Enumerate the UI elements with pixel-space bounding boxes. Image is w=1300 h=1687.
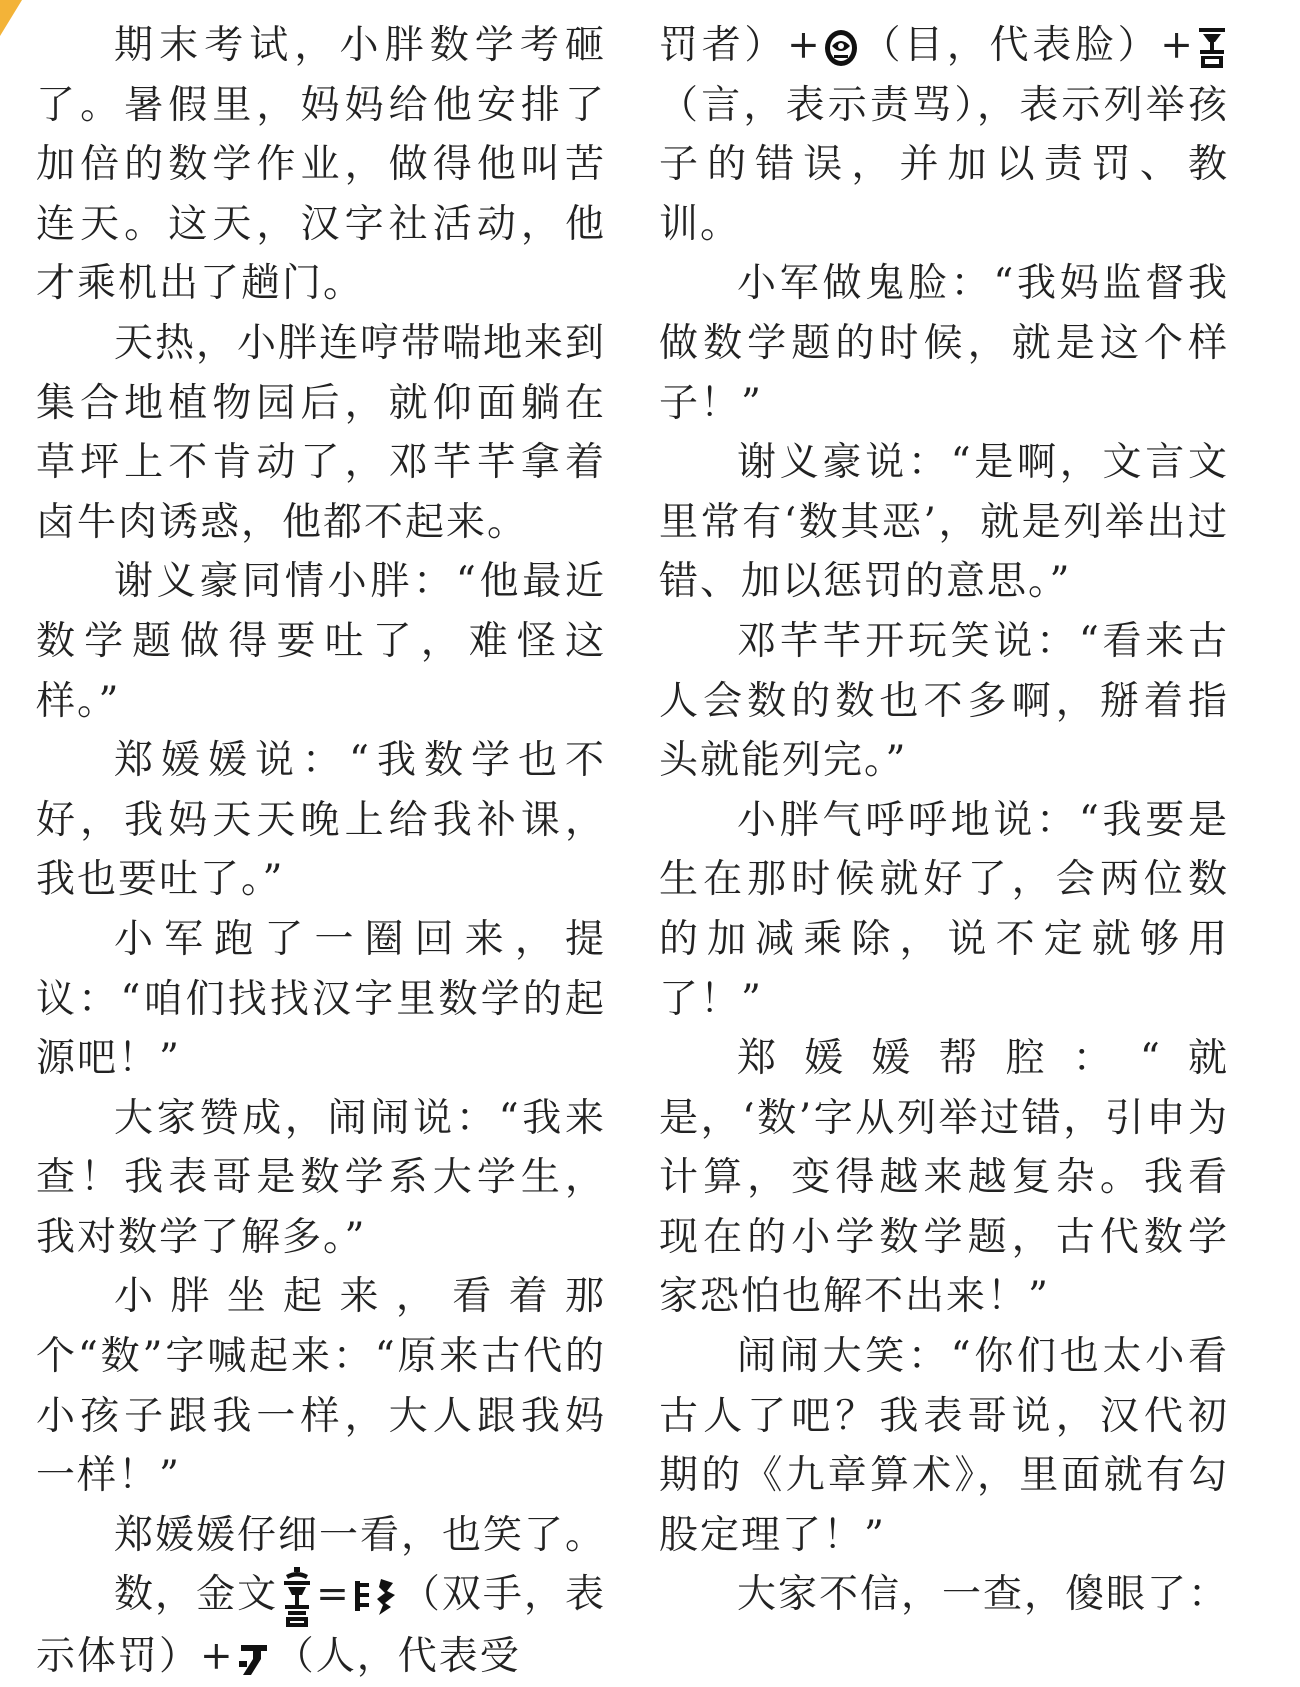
paragraph: 郑媛媛帮腔：“就是，‘数’字从列举过错，引申为计算，变得越来越复杂。我看现在的小学数学题，古代数学家恐怕也解不出来！” — [659, 1036, 1229, 1320]
paragraph: 谢义豪同情小胖：“他最近数学题做得要吐了，难怪这样。” — [36, 559, 606, 724]
etymology-text: 数，金文 — [114, 1572, 279, 1618]
paragraph: 小军跑了一圈回来，提议：“咱们找找汉字里数学的起源吧！” — [36, 916, 606, 1082]
etymology-text: = — [316, 1572, 351, 1618]
paragraph: 郑媛媛仔细一看，也笑了。 — [114, 1512, 607, 1558]
bronze-eye-icon — [824, 28, 858, 68]
paragraph: 大家赞成，闹闹说：“我来查！我表哥是数学系大学生，我对数学了解多。” — [36, 1095, 606, 1260]
etymology-text: （人，代表受 — [274, 1634, 521, 1680]
paragraph: 邓芊芊开玩笑说：“看来古人会数的数也不多啊，掰着指头就能列完。” — [659, 618, 1229, 784]
paragraph: 谢义豪说：“是啊，文言文里常有‘数其恶’，就是列举出过错、加以惩罚的意思。” — [659, 440, 1229, 605]
paragraph: 小胖气呼呼地说：“我要是生在那时候就好了，会两位数的加减乘除，说不定就够用了！” — [659, 797, 1229, 1022]
etymology-text: （双手，表示体罚）+ — [36, 1572, 606, 1680]
paragraph: 小胖坐起来，看着那个“数”字喊起来：“原来古代的小孩子跟我一样，大人跟我妈一样！” — [36, 1274, 606, 1499]
etymology-text: 罚者）+ — [659, 23, 822, 68]
left-column — [36, 16, 606, 1687]
bronze-person-icon — [237, 1639, 273, 1679]
bronze-shu-icon — [280, 1567, 314, 1627]
paragraph: 闹闹大笑：“你们也太小看古人了吧？我表哥说，汉代初期的《九章算术》，里面就有勾股定理了！” — [659, 1334, 1229, 1558]
etymology-text: （言，表示责骂），表示列举孩子的错误，并加以责罚、教训。 — [659, 82, 1229, 247]
paragraph: 大家不信，一查，傻眼了： — [737, 1572, 1230, 1618]
etymology-text: （目，代表脸）+ — [859, 23, 1195, 68]
etymology-paragraph-continued — [659, 16, 1229, 254]
etymology-paragraph — [36, 1565, 606, 1687]
paragraph: 郑媛媛说：“我数学也不好，我妈天天晚上给我补课，我也要吐了。” — [36, 738, 606, 903]
paragraph: 天热，小胖连哼带喘地来到集合地植物园后，就仰面躺在草坪上不肯动了，邓芊芊拿着卤牛肉诱惑，他都不起来。 — [36, 320, 607, 545]
corner-decoration — [0, 0, 22, 36]
bronze-hands-icon — [353, 1577, 399, 1617]
bronze-speech-icon — [1197, 26, 1227, 70]
paragraph: 小军做鬼脸：“我妈监督我做数学题的时候，就是这个样子！” — [659, 261, 1229, 426]
paragraph: 期末考试，小胖数学考砸了。暑假里，妈妈给他安排了加倍的数学作业，做得他叫苦连天。这天，汉字社活动，他才乘机出了趟门。 — [36, 23, 606, 307]
right-column — [659, 16, 1229, 1625]
